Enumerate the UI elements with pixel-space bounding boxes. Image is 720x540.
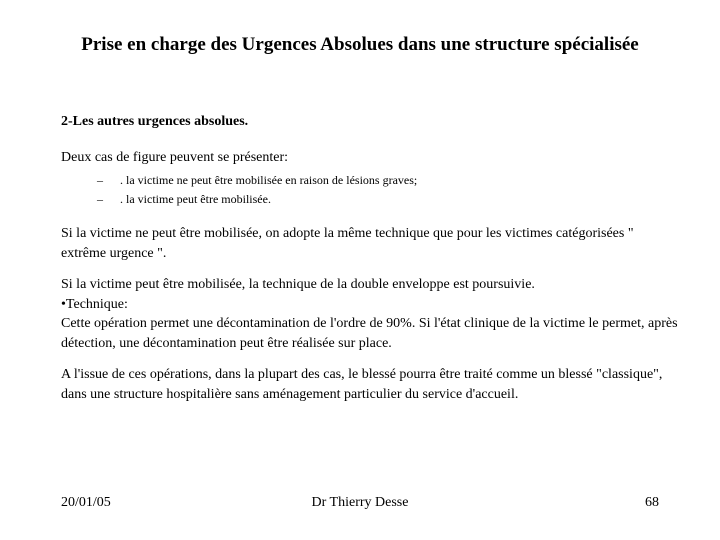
cases-list bbox=[61, 171, 681, 209]
paragraph-line: Cette opération permet une décontamination de l'ordre de 90%. Si l'état clinique de la victime le permet, après détection, une décontamination peut être réalisée sur place. bbox=[61, 316, 678, 351]
list-item bbox=[61, 171, 681, 190]
list-item bbox=[61, 190, 681, 209]
paragraph-immobile-victim: Si la victime ne peut être mobilisée, on adopte la même technique que pour les victimes catégorisées " extrême urgence ". bbox=[61, 226, 634, 261]
intro-text: Deux cas de figure peuvent se présenter: bbox=[61, 149, 289, 165]
dash-marker: – bbox=[97, 192, 103, 206]
section-heading: 2-Les autres urgences absolues. bbox=[61, 114, 249, 129]
dash-marker: – bbox=[97, 173, 103, 187]
footer-author: Dr Thierry Desse bbox=[311, 495, 409, 510]
case-text: . la victime peut être mobilisée. bbox=[120, 192, 271, 206]
paragraph-conclusion: A l'issue de ces opérations, dans la plupart des cas, le blessé pourra être traité comme un blessé "classique", dans une structure hospitalière sans aménagement particulier du service d'accueil. bbox=[61, 367, 663, 402]
technique-bullet: •Technique: bbox=[61, 296, 128, 312]
paragraph-mobile-victim bbox=[61, 275, 681, 353]
footer-page-number: 68 bbox=[645, 495, 659, 510]
slide-content bbox=[61, 112, 681, 416]
slide-title: Prise en charge des Urgences Absolues dans une structure spécialisée bbox=[81, 34, 639, 55]
case-text: . la victime ne peut être mobilisée en raison de lésions graves; bbox=[120, 173, 418, 187]
footer-date: 20/01/05 bbox=[61, 495, 111, 510]
paragraph-line: Si la victime peut être mobilisée, la technique de la double enveloppe est poursuivie. bbox=[61, 277, 535, 292]
